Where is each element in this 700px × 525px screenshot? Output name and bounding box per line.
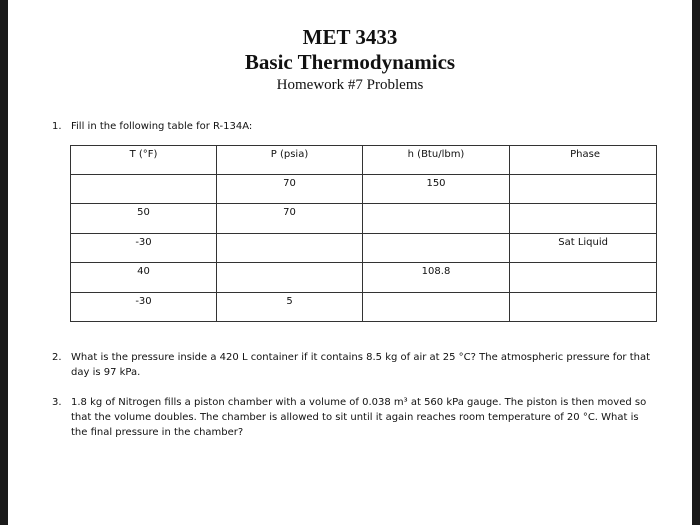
cell-phase: Sat Liquid: [510, 233, 657, 262]
column-header-phase: Phase: [510, 146, 657, 175]
cell-pressure: 70: [217, 175, 363, 204]
course-title: Basic Thermodynamics: [244, 50, 456, 74]
cell-enthalpy: [363, 292, 510, 321]
cell-pressure: 5: [217, 292, 363, 321]
cell-phase: [510, 263, 657, 292]
column-header-temperature: T (°F): [71, 146, 217, 175]
r134a-property-table: [70, 145, 657, 322]
cell-pressure: 70: [217, 204, 363, 233]
question-text: Fill in the following table for R-134A:: [71, 121, 253, 132]
question-1: [52, 119, 654, 134]
question-text: What is the pressure inside a 420 L container if it contains 8.5 kg of air at 25 °C? The atmospheric pressure for that day is 97 kPa.: [71, 352, 651, 378]
table-row: [71, 233, 657, 262]
cell-temperature: 40: [71, 263, 217, 292]
cell-pressure: [217, 263, 363, 292]
cell-phase: [510, 175, 657, 204]
cell-pressure: [217, 233, 363, 262]
cell-enthalpy: 150: [363, 175, 510, 204]
question-text: 1.8 kg of Nitrogen fills a piston chamber with a volume of 0.038 m³ at 560 kPa gauge. The piston is then moved so that the volume doubles. The chamber is allowed to sit until it again reaches room temperature of 20 °C. What is the final pressure in the chamber?: [71, 397, 647, 438]
cell-temperature: -30: [71, 292, 217, 321]
table-row: [71, 175, 657, 204]
question-2: [52, 350, 654, 380]
column-header-pressure: P (psia): [217, 146, 363, 175]
question-number: 3.: [52, 397, 62, 408]
question-3: [52, 395, 654, 440]
cell-temperature: [71, 175, 217, 204]
column-header-enthalpy: h (Btu/lbm): [363, 146, 510, 175]
cell-phase: [510, 204, 657, 233]
course-code: MET 3433: [302, 25, 398, 49]
table-row: [71, 292, 657, 321]
table-row: [71, 263, 657, 292]
cell-phase: [510, 292, 657, 321]
question-number: 1.: [52, 121, 62, 132]
cell-enthalpy: [363, 233, 510, 262]
cell-temperature: 50: [71, 204, 217, 233]
document-header: [0, 24, 700, 95]
cell-enthalpy: [363, 204, 510, 233]
cell-temperature: -30: [71, 233, 217, 262]
table-header-row: [71, 146, 657, 175]
table-row: [71, 204, 657, 233]
cell-enthalpy: 108.8: [363, 263, 510, 292]
question-number: 2.: [52, 352, 62, 363]
homework-subtitle: Homework #7 Problems: [276, 77, 424, 93]
